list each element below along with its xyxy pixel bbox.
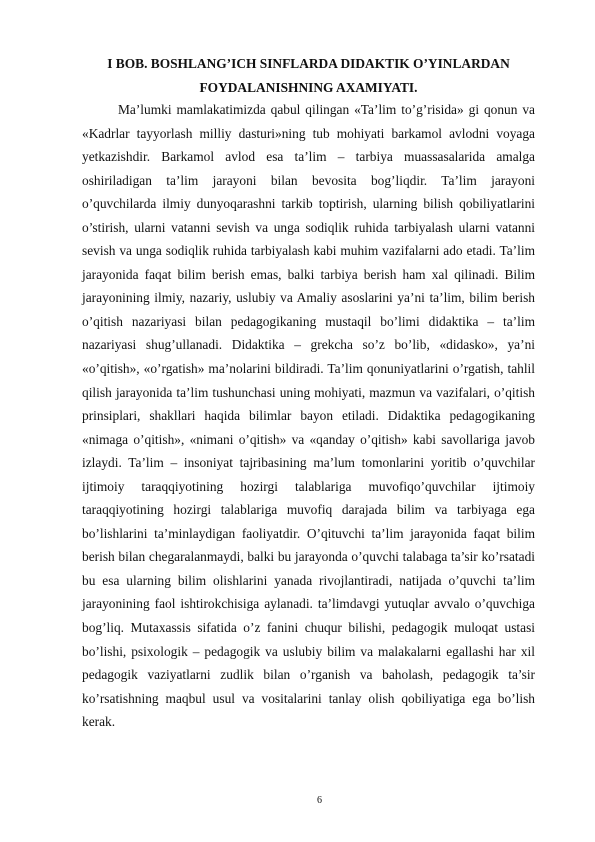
page-number: 6 — [317, 795, 322, 806]
chapter-heading-line-2: FOYDALANISHNING AXAMIYATI. — [199, 79, 418, 95]
chapter-heading — [82, 52, 535, 99]
body-paragraph: Ma’lumki mamlakatimizda qabul qilingan «Ta’lim to’g’risida» gi qonun va «Kadrlar tayyorlash milliy dasturi»ning tub mohiyati barkamol avlodni voyaga yetkazishdir. Barkamol avlod esa ta’lim – tarbiya muassasalarida amalga oshiriladigan ta’lim jarayoni bilan bevosita bog’liqdir. Ta’lim jarayoni o’quvchilarda ilmiy dunyoqarashni tarkib toptirish, ularning bilish qobiliyatlarini o’stirish, ularni vatanni sevish va unga sodiqlik ruhida tarbiyalash ularni vatanni sevish va unga sodiqlik ruhida tarbiyalash kabi muhim vazifalarni ado etadi. Ta’lim jarayonida faqat bilim berish emas, balki tarbiya berish ham xal qilinadi. Bilim jarayonining ilmiy, nazariy, uslubiy va Amaliy asoslarini ya’ni ta’lim, bilim berish o’qitish nazariyasi bilan pedagogikaning mustaqil bo’limi didaktika – ta’lim nazariyasi shug’ullanadi. Didaktika – grekcha so’z bo’lib, «didasko», ya’ni «o’qitish», «o’rgatish» ma’nolarini bildiradi. Ta’lim qonuniyatlarini o’rgatish, tahlil qilish jarayonida ta’lim tushunchasi uning mohiyati, mazmun va vazifalari, o’qitish prinsiplari, shakllari haqida bilimlar bayon etiladi. Didaktika pedagogikaning «nimaga o’qitish», «nimani o’qitish» va «qanday o’qitish» kabi savollariga javob izlaydi. Ta’lim – insoniyat tajribasining ma’lum tomonlarini yoritib o’quvchilar ijtimoiy taraqqiyotining hozirgi talablariga muvofiqo’quvchilar ijtimoiy taraqqiyotining hozirgi talablariga muvofiq darajada bilim va tarbiyaga ega bo’lishlarini ta’minlaydigan faoliyatdir. O’qituvchi ta’lim jarayonida faqat bilim berish bilan chegaralanmaydi, balki bu jarayonda o’quvchi talabaga ta’sir ko’rsatadi bu esa ularning bilim olishlarini yanada rivojlantiradi, natijada o’quvchi ta’lim jarayonining faol ishtirokchisiga aylanadi. ta’limdavgi yutuqlar avvalo o’quvchiga bog’liq. Mutaxassis sifatida o’z fanini chuqur bilishi, pedagogik muloqat ustasi bo’lishi, psixologik – pedagogik va uslubiy bilim va malakalarni egallashi har xil pedagogik vaziyatlarni zudlik bilan o’rganish va baholash, pedagogik ta’sir ko’rsatishning maqbul usul va vositalarini tanlay olish qobiliyatiga ega bo’lish kerak. — [82, 102, 535, 730]
chapter-heading-line-1: I BOB. BOSHLANG’ICH SINFLARDA DIDAKTIK O’YINLARDAN — [107, 56, 510, 71]
